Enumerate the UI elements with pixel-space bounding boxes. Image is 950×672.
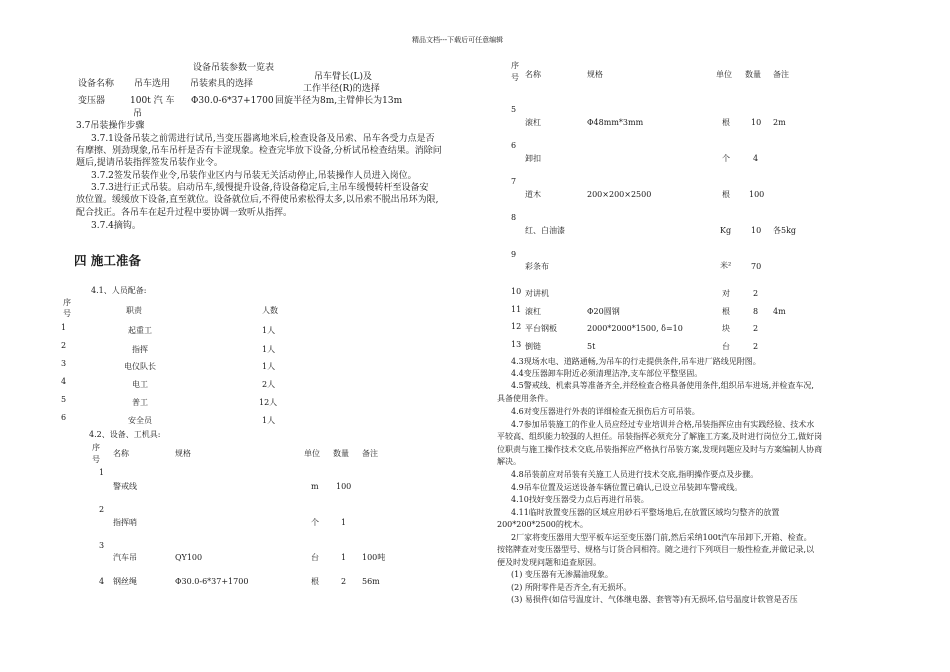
tools-note: 各5kg <box>773 226 797 235</box>
personnel-no: 5 <box>61 395 67 404</box>
tools-no: 5 <box>511 105 517 114</box>
equipment-name: 警戒线 <box>113 482 137 491</box>
tools-col-seq-1: 序 <box>511 61 519 70</box>
personnel-count: 12人 <box>259 398 278 407</box>
tools-spec: Φ48mm*3mm <box>587 118 644 127</box>
para-4-6: 4.6对变压器进行外表的详细检查无损伤后方可吊装。 <box>511 407 700 416</box>
list-item: (2) 所附零件是否齐全,有无损坏。 <box>511 583 632 592</box>
personnel-heading: 4.1、人员配备: <box>91 286 147 295</box>
para-4-3: 4.3现场水电、道路通畅,为吊车的行走提供条件,吊车进厂路线见附图。 <box>511 357 761 366</box>
para-4-7-line2: 平较高、组织能力较强的人担任。吊装指挥必须充分了解施工方案,及时进行岗位分工,做好岗 <box>497 432 823 441</box>
para-4-11-line2: 200*200*2500的枕木。 <box>497 520 588 529</box>
equipment-col-seq-2: 号 <box>92 455 100 464</box>
tools-no: 9 <box>511 250 517 259</box>
para-4-11-line1: 4.11临时放置变压器的区域应用砂石平整场地后,在放置区域均匀整齐的放置 <box>511 508 780 517</box>
tools-no: 11 <box>511 305 522 314</box>
tools-note: 4m <box>773 307 786 316</box>
equipment-no: 3 <box>99 541 105 550</box>
tools-qty: 70 <box>751 262 762 271</box>
equipment-col-name: 名称 <box>113 449 129 458</box>
tools-unit: 块 <box>722 324 730 333</box>
equipment-name: 指挥哨 <box>113 518 137 527</box>
personnel-col-seq-1: 序 <box>63 298 71 307</box>
para-4-9: 4.9吊车位置及运送设备车辆位置已确认,已设立吊装卸车警戒线。 <box>511 483 743 492</box>
personnel-role: 起重工 <box>128 326 152 335</box>
tools-col-qty: 数量 <box>745 70 761 79</box>
tools-unit: 对 <box>722 289 730 298</box>
equipment-col-seq-1: 序 <box>92 443 100 452</box>
hoist-table-title: 设备吊装参数一览表 <box>193 63 275 73</box>
tools-name: 卸扣 <box>525 154 541 163</box>
equipment-name: 钢丝绳 <box>113 577 137 586</box>
hoist-row-crane: 100t 汽 车 <box>130 96 175 106</box>
page-header: 精品文档---下载后可任意编辑 <box>412 36 504 44</box>
s37-p1-line3: 题后,提请吊装指挥签发吊装作业令。 <box>76 158 223 168</box>
section-4-title: 四 施工准备 <box>74 253 141 268</box>
para-4-5-line1: 4.5警戒线、机索具等准备齐全,并经检查合格具备使用条件,组织吊车进场,并检查车况, <box>511 381 814 390</box>
tools-no: 13 <box>511 340 522 349</box>
personnel-count: 1人 <box>262 416 276 425</box>
personnel-col-count: 人数 <box>262 306 278 315</box>
personnel-role: 安全员 <box>128 416 152 425</box>
tools-unit: Kg <box>720 226 732 235</box>
para-4-8: 4.8吊装前应对吊装有关施工人员进行技术交底,指明操作要点及步骤。 <box>511 470 759 479</box>
s37-p1-line2: 有摩擦、别劲现象,吊车吊杆是否有卡涩现象。检查完毕放下设备,分析试吊检查结果。消除问 <box>76 146 442 156</box>
equipment-no: 1 <box>99 468 105 477</box>
personnel-col-role: 职责 <box>126 306 142 315</box>
tools-col-note: 备注 <box>773 70 789 79</box>
equipment-no: 4 <box>99 577 105 586</box>
section-37-heading: 3.7吊装操作步骤 <box>76 121 145 131</box>
equipment-col-note: 备注 <box>362 449 378 458</box>
personnel-role: 普工 <box>132 398 148 407</box>
hoist-header-rigging: 吊装索具的选择 <box>190 79 254 89</box>
tools-name: 倒链 <box>525 342 541 351</box>
s37-p3-line1: 3.7.3进行正式吊装。启动吊车,缓慢提升设备,待设备稳定后,主吊车缓慢转杆至设备安 <box>91 183 429 193</box>
tools-qty: 10 <box>751 118 762 127</box>
list-item: (3) 易损件(如信号温度计、气体继电器、套管等)有无损坏,信号温度计软管是否压 <box>511 595 798 604</box>
tools-unit: 根 <box>722 307 730 316</box>
tools-note: 2m <box>773 118 786 127</box>
hoist-header-device: 设备名称 <box>78 79 115 89</box>
para-4-7-line3: 位职责与施工操作技术交底,吊装指挥应严格执行吊装方案,发现问题应及时与方案编制人协商 <box>497 445 823 454</box>
tools-name: 红、白油漆 <box>525 226 565 235</box>
tools-col-seq-2: 号 <box>511 73 519 82</box>
personnel-role: 指挥 <box>132 345 148 354</box>
tools-unit: 台 <box>722 342 730 351</box>
tools-no: 7 <box>511 177 517 186</box>
para-2-line2: 按铭牌查对变压器型号、规格与订货合同相符。随之进行下列项目一般性检查,并做记录,以 <box>497 545 815 554</box>
hoist-row-crane-2: 吊 <box>133 109 143 119</box>
tools-qty: 2 <box>753 289 759 298</box>
equipment-note: 100吨 <box>362 553 386 562</box>
tools-name: 彩条布 <box>525 262 549 271</box>
tools-name: 滚杠 <box>525 118 541 127</box>
equipment-col-spec: 规格 <box>175 449 191 458</box>
tools-qty: 100 <box>749 190 765 199</box>
personnel-no: 1 <box>61 323 67 332</box>
para-4-7-line1: 4.7参加吊装施工的作业人员应经过专业培训并合格,吊装指挥应由有实践经验、技术水 <box>511 420 815 429</box>
hoist-row-boom: 回旋半径为8m,主臂伸长为13m <box>275 96 403 106</box>
tools-spec: 5t <box>587 342 596 351</box>
equipment-unit: 台 <box>311 553 319 562</box>
equipment-qty: 1 <box>341 553 347 562</box>
tools-col-unit: 单位 <box>716 70 732 79</box>
equipment-spec: QY100 <box>175 553 203 562</box>
personnel-count: 1人 <box>262 345 276 354</box>
s37-p1-line1: 3.7.1设备吊装之前需进行试吊,当变压器离地米后,检查设备及吊索、吊车各受力点是否 <box>91 134 435 144</box>
tools-no: 6 <box>511 141 517 150</box>
para-2-line1: 2厂家将变压器用大型平板车运至变压器门前,然后采纳100t汽车吊卸下,开箱、检查。 <box>511 533 812 542</box>
para-4-10: 4.10找好变压器受力点后再进行吊装。 <box>511 495 649 504</box>
tools-name: 滚杠 <box>525 307 541 316</box>
hoist-row-rigging: Φ30.0-6*37+1700 <box>191 96 274 106</box>
equipment-col-qty: 数量 <box>333 449 349 458</box>
tools-spec: Φ20圆钢 <box>587 307 620 316</box>
hoist-header-crane: 吊车选用 <box>134 79 171 89</box>
equipment-spec: Φ30.0-6*37+1700 <box>175 577 249 586</box>
personnel-no: 6 <box>61 413 67 422</box>
list-item: (1) 变压器有无渗漏油现象。 <box>511 570 613 579</box>
tools-qty: 10 <box>751 226 762 235</box>
tools-qty: 4 <box>753 154 759 163</box>
equipment-qty: 2 <box>341 577 347 586</box>
equipment-unit: 根 <box>311 577 319 586</box>
para-4-7-line4: 解决。 <box>497 457 521 466</box>
tools-spec: 200×200×2500 <box>587 190 652 199</box>
tools-unit: 个 <box>722 154 730 163</box>
equipment-heading: 4.2、设备、工机具: <box>89 430 161 439</box>
tools-qty: 8 <box>753 307 759 316</box>
tools-qty: 2 <box>753 324 759 333</box>
s37-p2-line1: 3.7.2签发吊装作业令,吊装作业区内与吊装无关活动停止,吊装操作人员进入岗位。 <box>91 171 417 181</box>
para-4-4: 4.4变压器卸车附近必须清理洁净,支车部位平整坚固。 <box>511 369 703 378</box>
tools-unit: 根 <box>722 190 730 199</box>
tools-no: 10 <box>511 287 522 296</box>
s37-p3-line2: 放位置。缓缓放下设备,直至就位。设备就位后,不得使吊索松得太多,以吊索不脱出吊环为限, <box>76 195 439 205</box>
tools-name: 平台钢板 <box>525 324 557 333</box>
equipment-no: 2 <box>99 505 105 514</box>
personnel-count: 1人 <box>262 326 276 335</box>
personnel-count: 2人 <box>262 380 276 389</box>
tools-name: 道木 <box>525 190 541 199</box>
tools-unit: 根 <box>722 118 730 127</box>
equipment-qty: 100 <box>336 482 352 491</box>
personnel-role: 电仪队长 <box>124 362 156 371</box>
equipment-qty: 1 <box>341 518 347 527</box>
personnel-role: 电工 <box>132 380 148 389</box>
tools-unit: 米² <box>720 261 732 270</box>
s37-p4-line1: 3.7.4摘钩。 <box>91 221 141 231</box>
personnel-col-seq-2: 号 <box>63 309 71 318</box>
personnel-no: 4 <box>61 377 67 386</box>
personnel-no: 2 <box>61 341 67 350</box>
tools-name: 对讲机 <box>525 289 549 298</box>
para-4-5-line2: 具备使用条件。 <box>497 394 553 403</box>
tools-col-name: 名称 <box>525 70 541 79</box>
hoist-row-device: 变压器 <box>78 96 106 106</box>
personnel-no: 3 <box>61 359 67 368</box>
hoist-header-boom-1: 吊车臂长(L)及 <box>314 72 372 82</box>
tools-spec: 2000*2000*1500, δ=10 <box>587 324 683 333</box>
personnel-count: 1人 <box>262 362 276 371</box>
tools-col-spec: 规格 <box>587 70 603 79</box>
equipment-note: 56m <box>362 577 380 586</box>
hoist-header-boom-2: 工作半径(R)的选择 <box>303 84 380 94</box>
tools-no: 8 <box>511 213 517 222</box>
s37-p3-line3: 配合找正。各吊车在起升过程中要协调一致听从指挥。 <box>76 208 293 218</box>
tools-no: 12 <box>511 322 522 331</box>
equipment-unit: 个 <box>311 518 319 527</box>
tools-qty: 2 <box>753 342 759 351</box>
equipment-unit: m <box>311 482 319 491</box>
equipment-name: 汽车吊 <box>113 553 137 562</box>
equipment-col-unit: 单位 <box>304 449 320 458</box>
para-2-line3: 便及时发现问题和追查原因。 <box>497 558 601 567</box>
